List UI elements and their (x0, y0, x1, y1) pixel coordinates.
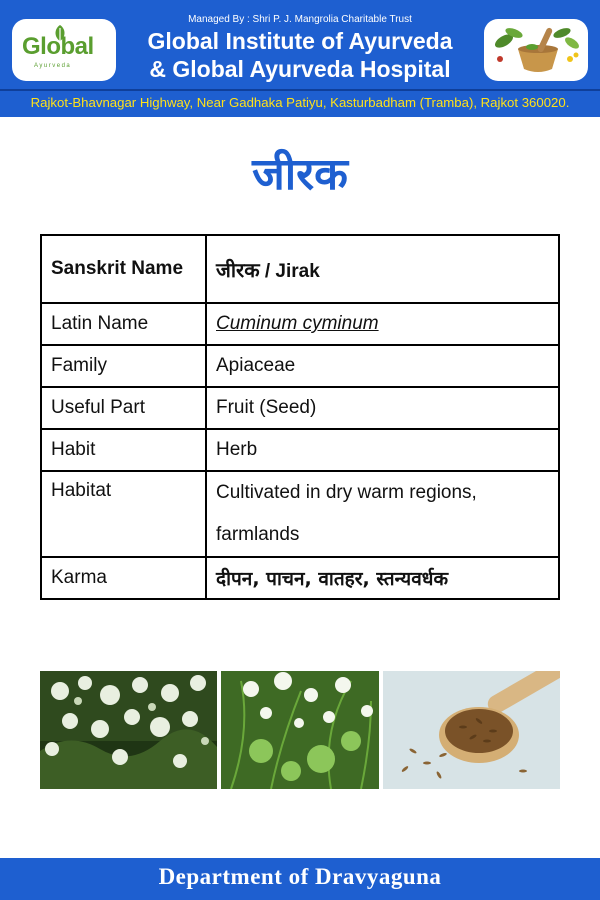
header-banner (0, 0, 600, 89)
sanskrit-name-value (206, 235, 559, 303)
habitat-value-line2: farmlands (216, 524, 300, 545)
useful-part-value: Fruit (Seed) (206, 387, 559, 429)
table-row-habit (41, 429, 559, 471)
logo-subtitle: Ayurveda (34, 63, 72, 69)
habit-label: Habit (41, 429, 206, 471)
logo-word: Global (22, 33, 94, 60)
habitat-value (206, 471, 559, 557)
address-text: Rajkot-Bhavnagar Highway, Near Gadhaka Patiyu, Kasturbadham (Tramba), Rajkot 360020. (30, 95, 570, 110)
footer-banner (0, 858, 600, 900)
habit-value: Herb (206, 429, 559, 471)
latin-name-value: Cuminum cyminum (206, 303, 559, 345)
sanskrit-devanagari: जीरक (216, 257, 260, 282)
department-name: Department of Dravyaguna (158, 864, 442, 889)
sanskrit-name-label: Sanskrit Name (41, 235, 206, 303)
address-band (0, 89, 600, 117)
cumin-seeds-spoon-photo (383, 671, 560, 789)
latin-name-label: Latin Name (41, 303, 206, 345)
table-row-latin-name (41, 303, 559, 345)
family-label: Family (41, 345, 206, 387)
sanskrit-transliteration: / Jirak (259, 260, 320, 282)
family-value: Apiaceae (206, 345, 559, 387)
page-title: जीरक (252, 149, 348, 200)
karma-label: Karma (41, 557, 206, 599)
useful-part-label: Useful Part (41, 387, 206, 429)
table-row-family (41, 345, 559, 387)
herbs-mortar-logo (484, 19, 588, 81)
hospital-name: & Global Ayurveda Hospital (149, 56, 451, 82)
institute-name: Global Institute of Ayurveda (147, 28, 453, 54)
table-row-habitat (41, 471, 559, 557)
karma-value: दीपन, पाचन, वातहर, स्तन्यवर्धक (206, 557, 559, 599)
habitat-value-line1: Cultivated in dry warm regions, (216, 482, 477, 503)
habitat-label: Habitat (41, 471, 206, 557)
herb-info-table (40, 234, 560, 600)
table-row-useful-part (41, 387, 559, 429)
flowering-cumin-plant-photo (40, 671, 217, 789)
cumin-plant-closeup-photo (221, 671, 379, 789)
table-row-sanskrit-name (41, 235, 559, 303)
managed-by-text: Managed By : Shri P. J. Mangrolia Charitable Trust (188, 14, 412, 25)
table-row-karma (41, 557, 559, 599)
